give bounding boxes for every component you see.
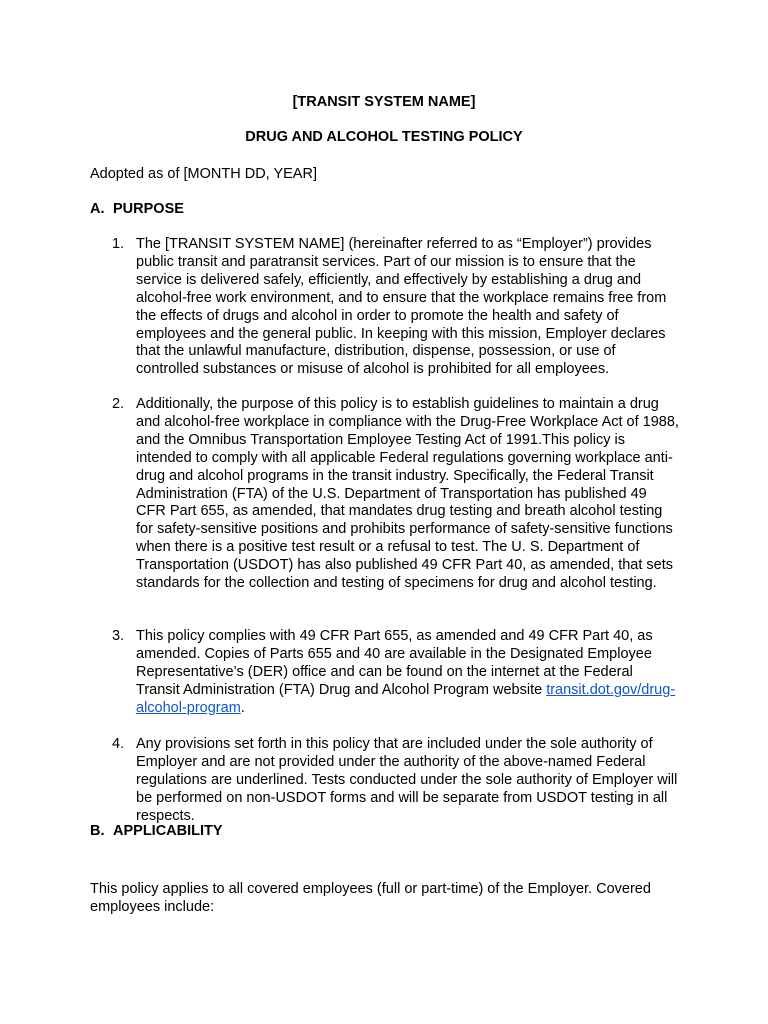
list-item-text xyxy=(136,628,680,718)
purpose-item-2 xyxy=(90,396,680,593)
list-number: 4. xyxy=(112,736,125,752)
purpose-item-3 xyxy=(90,628,680,718)
list-number: 1. xyxy=(112,236,125,252)
list-item-text: The [TRANSIT SYSTEM NAME] (hereinafter referred to as “Employer”) provides public transit and paratransit services. Part of our mission is to ensure that the service is delivered safely, efficiently, and effectively by establishing a drug and alcohol-free work environment, and to ensure that the workplace remains free from the effects of drugs and alcohol in order to promote the health and safety of employees and the general public. In keeping with this mission, Employer declares that the unlawful manufacture, distribution, dispense, possession, or use of controlled substances or misuse of alcohol is prohibited for all employees. xyxy=(136,236,667,378)
list-item-text: Additionally, the purpose of this policy is to establish guidelines to maintain a drug and alcohol-free workplace in compliance with the Drug-Free Workplace Act of 1988, and the Omnibus Transportation Employee Testing Act of 1991.This policy is intended to comply with all applicable Federal regulations governing workplace anti-drug and alcohol programs in the transit industry. Specifically, the Federal Transit Administration (FTA) of the U.S. Department of Transportation has published 49 CFR Part 655, as amended, that mandates drug testing and breath alcohol testing for safety-sensitive positions and prohibits performance of safety-sensitive functions when there is a positive test result or a refusal to test. The U. S. Department of Transportation (USDOT) has also published 49 CFR Part 40, as amended, that sets standards for the collection and testing of specimens for drug and alcohol testing. xyxy=(136,396,679,592)
applicability-text: This policy applies to all covered employees (full or part-time) of the Employer. Covered employees include: xyxy=(90,881,651,915)
list-number: 2. xyxy=(112,396,125,412)
section-a-letter: A. xyxy=(90,201,105,217)
section-b-letter: B. xyxy=(90,823,105,839)
section-a-heading xyxy=(90,200,184,218)
purpose-item-4 xyxy=(90,736,680,826)
section-b-heading xyxy=(90,822,223,840)
section-b-title: APPLICABILITY xyxy=(113,823,223,839)
adopted-date: Adopted as of [MONTH DD, YEAR] xyxy=(90,166,317,182)
fta-program-link[interactable]: transit.dot.gov/drug-alcohol-program xyxy=(136,681,676,716)
list-number: 3. xyxy=(112,628,125,644)
list-item-text: Any provisions set forth in this policy that are included under the sole authority of Employer and are not provided under the authority of the above-named Federal regulations are underlined. Tests conducted under the sole authority of Employer will be performed on non-USDOT forms and will be separate from USDOT testing in all respects. xyxy=(136,736,678,824)
section-a-title: PURPOSE xyxy=(113,201,184,217)
item-3-after: . xyxy=(240,699,245,716)
purpose-item-1 xyxy=(90,236,680,379)
document-title: [TRANSIT SYSTEM NAME] xyxy=(292,94,476,110)
item-3-text: This policy complies with 49 CFR Part 655, as amended and 49 CFR Part 40, as amended. Copies of Parts 655 and 40 are available in the Designated Employee Representative’s (DER) office and can be found on the internet at the Federal Transit Administration (FTA) Drug and Alcohol Program website xyxy=(136,628,653,698)
policy-title: DRUG AND ALCOHOL TESTING POLICY xyxy=(245,129,523,145)
